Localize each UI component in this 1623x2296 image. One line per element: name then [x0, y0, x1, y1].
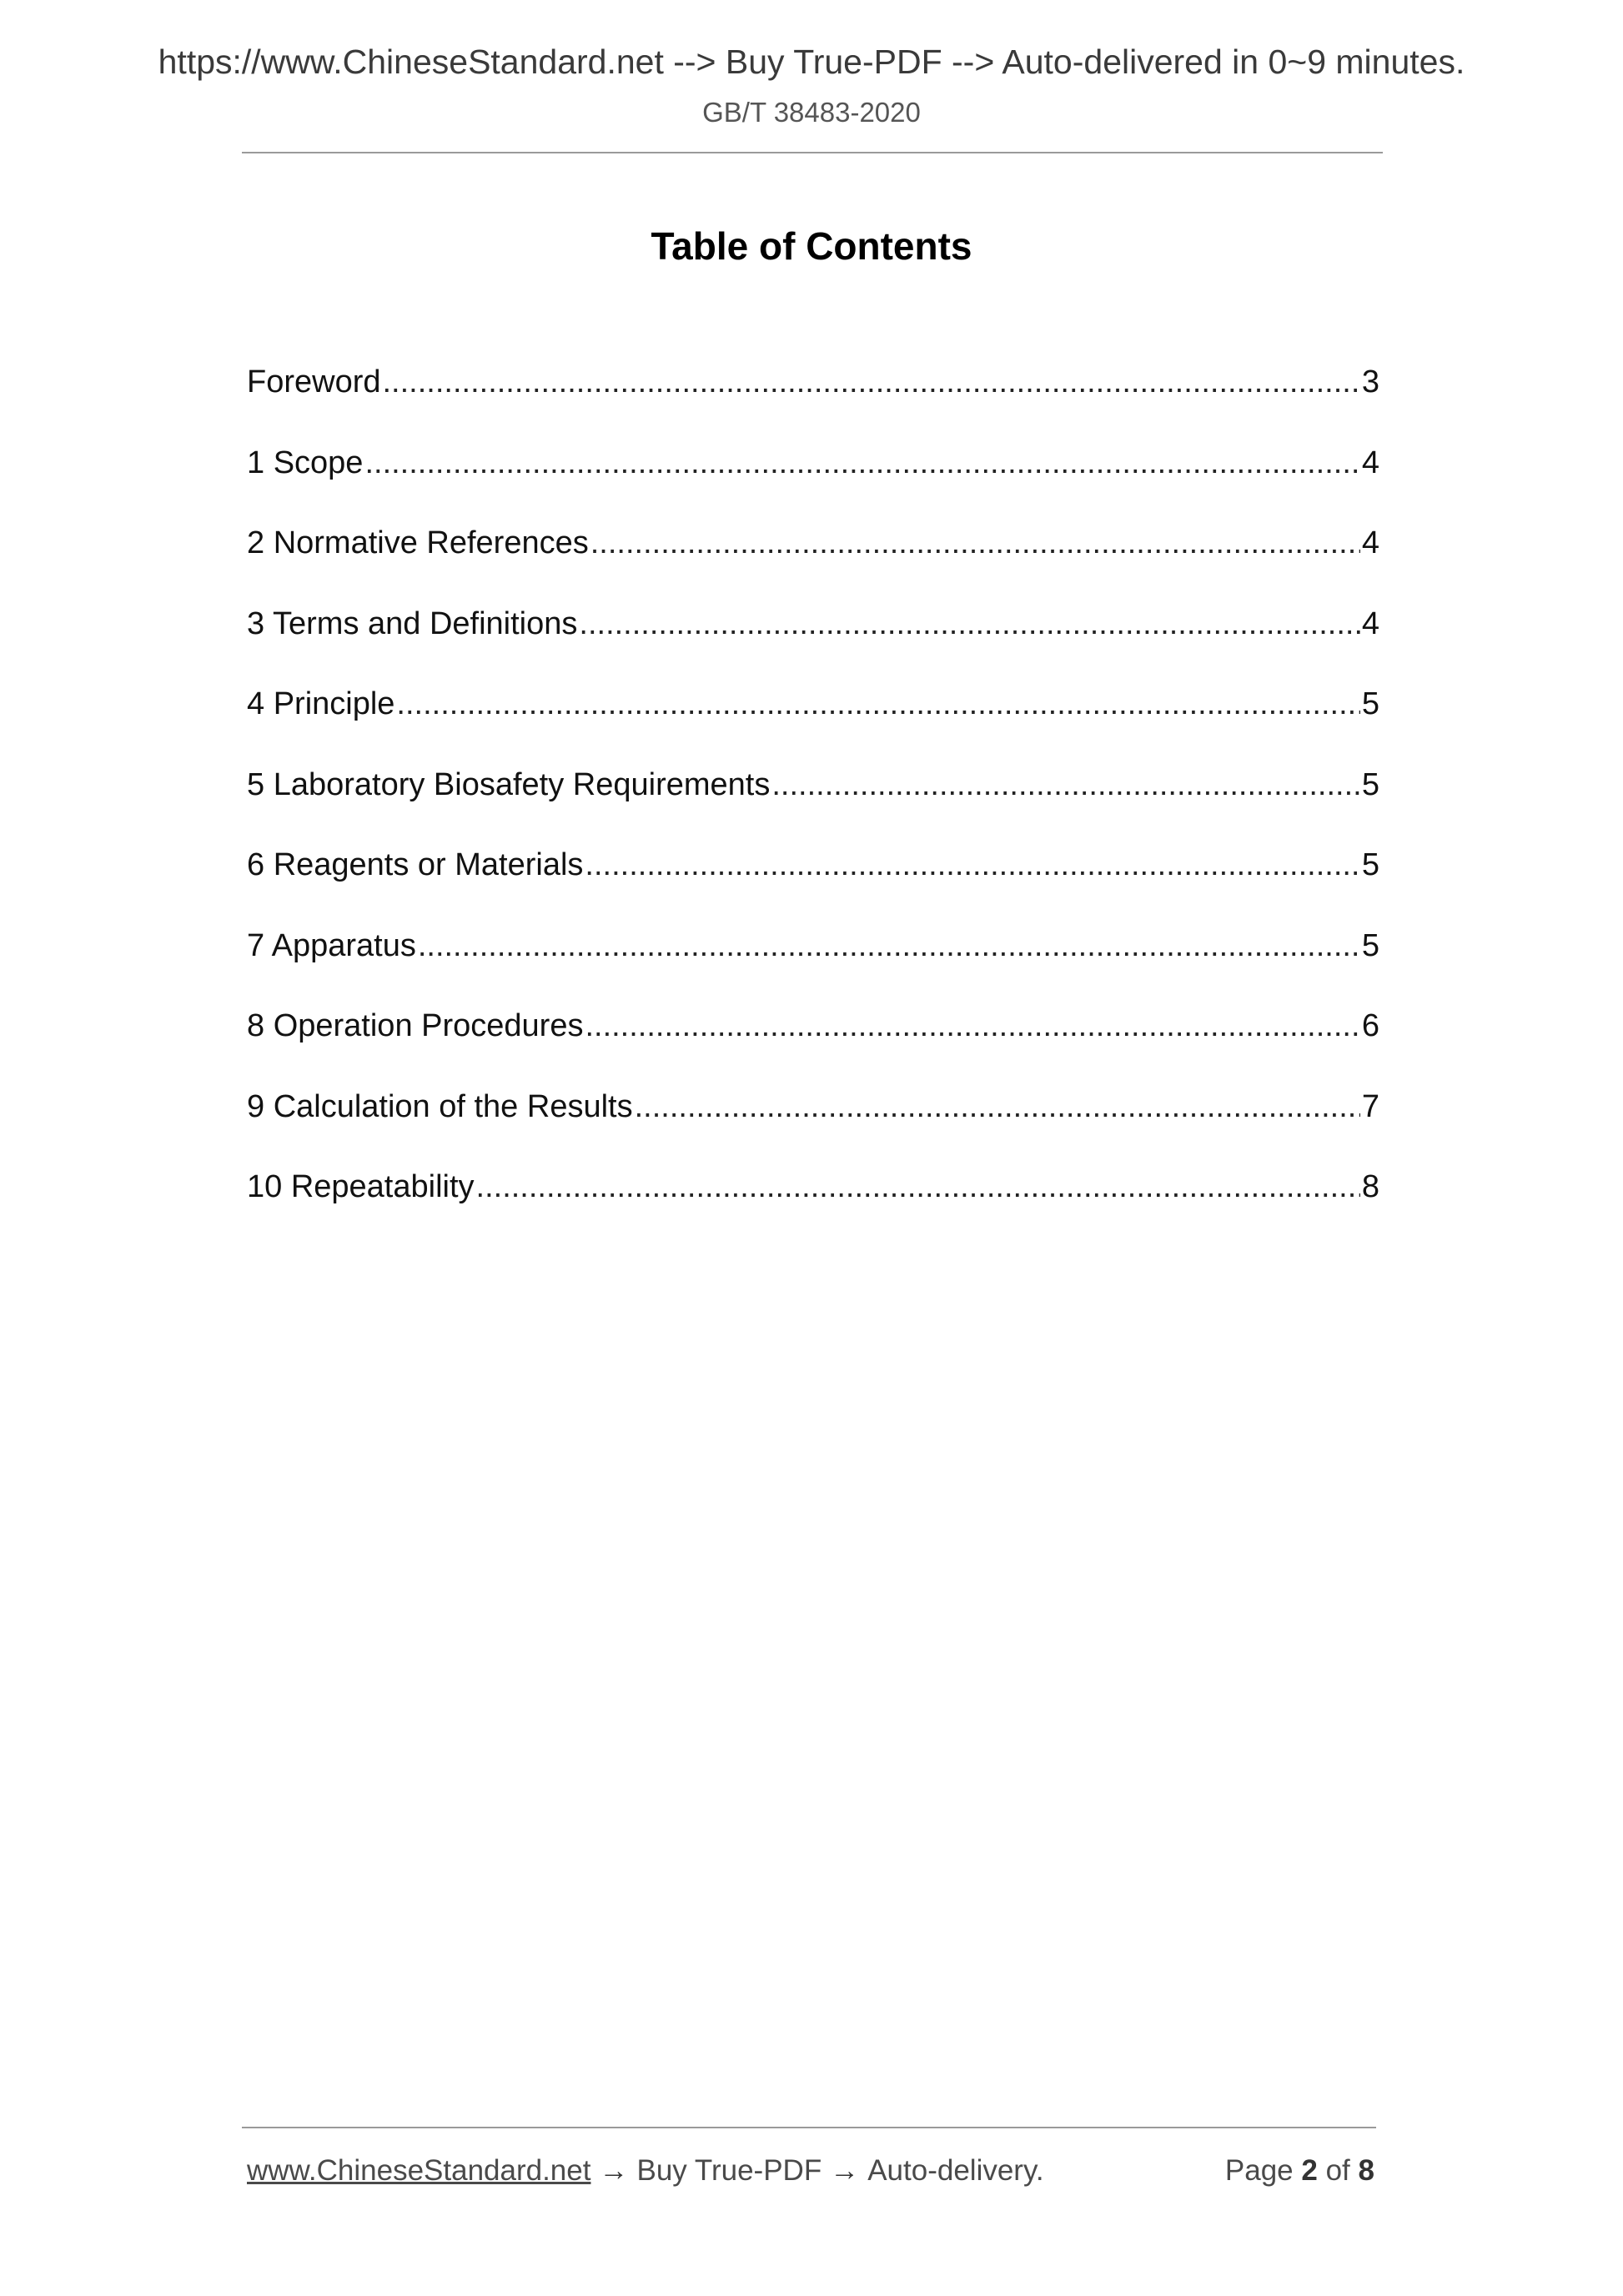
toc-entry-page: 5 — [1361, 766, 1379, 802]
footer-divider — [242, 2127, 1376, 2128]
toc-entry-page: 6 — [1361, 1008, 1379, 1043]
toc-entry-foreword[interactable] — [247, 359, 1379, 440]
toc-list — [247, 359, 1379, 1244]
toc-entry-repeatability[interactable] — [247, 1163, 1379, 1244]
site-link[interactable]: www.ChineseStandard.net — [247, 2154, 591, 2187]
toc-entry-operation-procedures[interactable] — [247, 1002, 1379, 1083]
dot-leader — [418, 922, 1360, 969]
toc-entry-page: 5 — [1361, 847, 1379, 882]
toc-entry-label: 6 Reagents or Materials — [247, 847, 584, 882]
page-title: Table of Contents — [651, 224, 972, 268]
toc-entry-page: 3 — [1361, 364, 1379, 399]
toc-entry-page: 4 — [1361, 445, 1379, 480]
page-number — [1225, 2150, 1374, 2192]
toc-entry-principle[interactable] — [247, 681, 1379, 761]
dot-leader — [590, 520, 1360, 566]
dot-leader — [635, 1083, 1360, 1130]
dot-leader — [396, 681, 1359, 727]
page-footer — [247, 2150, 1374, 2192]
dot-leader — [364, 440, 1359, 486]
dot-leader — [383, 359, 1360, 405]
toc-entry-label: 10 Repeatability — [247, 1169, 475, 1204]
toc-entry-apparatus[interactable] — [247, 922, 1379, 1003]
dot-leader — [585, 842, 1359, 888]
toc-entry-label: 9 Calculation of the Results — [247, 1088, 633, 1124]
delivery-text: Auto-delivery. — [867, 2154, 1044, 2187]
toc-entry-label: 3 Terms and Definitions — [247, 605, 578, 641]
toc-entry-label: 8 Operation Procedures — [247, 1008, 584, 1043]
toc-entry-page: 5 — [1361, 927, 1379, 963]
toc-entry-page: 5 — [1361, 686, 1379, 721]
toc-entry-label: 2 Normative References — [247, 525, 589, 560]
right-arrow-icon: → — [830, 2154, 860, 2187]
header-divider — [242, 152, 1383, 153]
toc-entry-page: 8 — [1361, 1169, 1379, 1204]
right-arrow-icon: → — [599, 2154, 629, 2187]
dot-leader — [476, 1163, 1360, 1210]
toc-entry-laboratory-biosafety[interactable] — [247, 761, 1379, 842]
dot-leader — [771, 761, 1360, 808]
toc-entry-label: 7 Apparatus — [247, 927, 416, 963]
buy-text: Buy True-PDF — [636, 2154, 822, 2187]
toc-entry-reagents-or-materials[interactable] — [247, 842, 1379, 922]
toc-entry-label: 1 Scope — [247, 445, 364, 480]
footer-promo — [247, 2150, 1044, 2192]
page-word: Page — [1224, 2154, 1294, 2187]
toc-entry-label: 4 Principle — [247, 686, 395, 721]
page-current: 2 — [1301, 2154, 1318, 2187]
toc-entry-page: 4 — [1361, 525, 1379, 560]
header-banner: https://www.ChineseStandard.net --> Buy True-PDF --> Auto-delivered in 0~9 minutes. — [158, 43, 1465, 81]
dot-leader — [585, 1002, 1359, 1049]
toc-entry-page: 4 — [1361, 605, 1379, 641]
toc-entry-label: Foreword — [247, 364, 381, 399]
page-total: 8 — [1358, 2154, 1374, 2187]
toc-entry-terms-and-definitions[interactable] — [247, 600, 1379, 681]
standard-code: GB/T 38483-2020 — [702, 97, 921, 128]
toc-entry-calculation-of-results[interactable] — [247, 1083, 1379, 1164]
toc-entry-page: 7 — [1361, 1088, 1379, 1124]
dot-leader — [579, 600, 1359, 647]
of-word: of — [1325, 2154, 1350, 2187]
toc-entry-label: 5 Laboratory Biosafety Requirements — [247, 766, 771, 802]
toc-entry-normative-references[interactable] — [247, 520, 1379, 600]
toc-entry-scope[interactable] — [247, 440, 1379, 520]
